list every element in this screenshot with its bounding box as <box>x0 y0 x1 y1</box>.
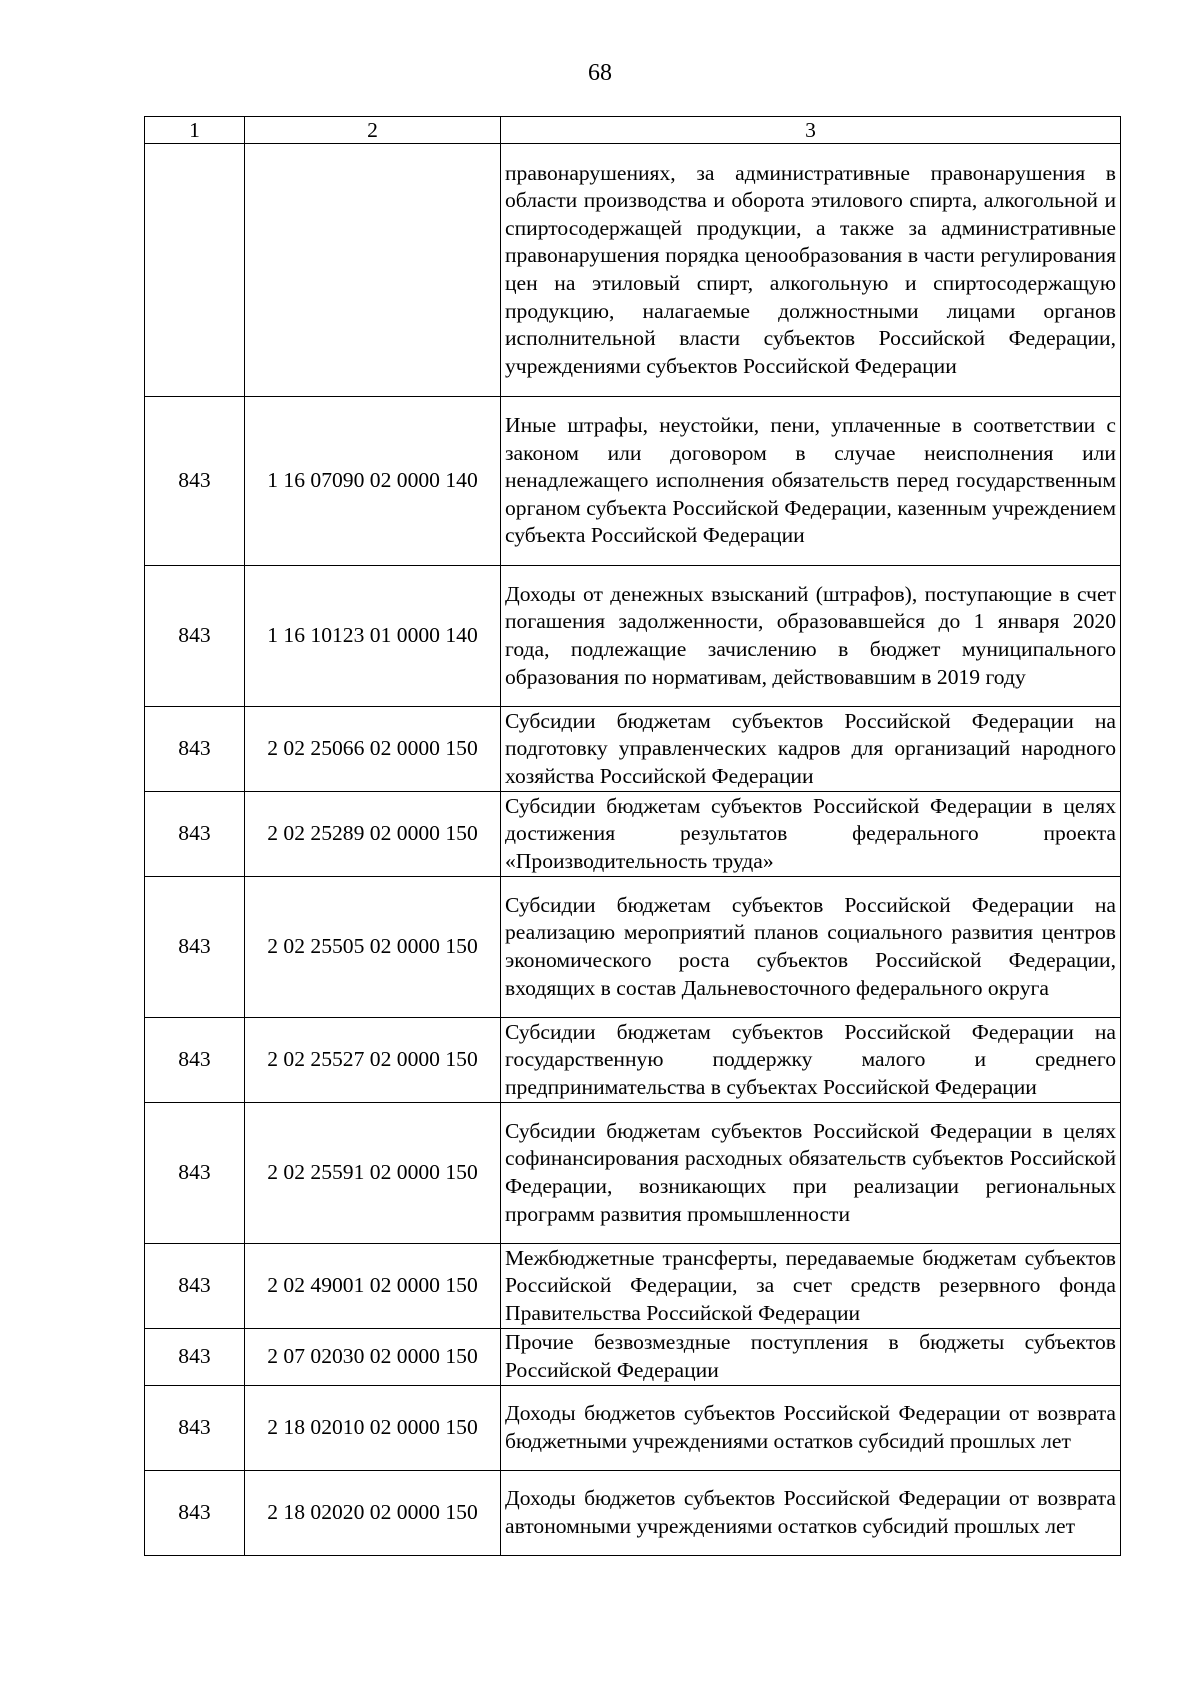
table-row <box>145 707 1121 792</box>
table-row <box>145 1103 1121 1244</box>
budget-code-cell: 2 02 25591 02 0000 150 <box>245 1103 501 1244</box>
table-row <box>145 144 1121 397</box>
header-col-2: 2 <box>245 117 501 144</box>
admin-code-cell: 843 <box>145 707 245 792</box>
admin-code-cell: 843 <box>145 792 245 877</box>
budget-code-cell: 2 02 25066 02 0000 150 <box>245 707 501 792</box>
admin-code-cell <box>145 144 245 397</box>
table-row <box>145 792 1121 877</box>
admin-code-cell: 843 <box>145 1386 245 1471</box>
budget-code-cell: 1 16 07090 02 0000 140 <box>245 397 501 566</box>
budget-code-cell: 2 07 02030 02 0000 150 <box>245 1329 501 1386</box>
budget-code-cell: 2 18 02010 02 0000 150 <box>245 1386 501 1471</box>
page-number: 68 <box>588 60 612 86</box>
table-row <box>145 566 1121 707</box>
budget-code-cell: 2 02 25289 02 0000 150 <box>245 792 501 877</box>
budget-code-cell: 2 02 49001 02 0000 150 <box>245 1244 501 1329</box>
description-cell: Прочие безвозмездные поступления в бюджеты субъектов Российской Федерации <box>501 1329 1121 1386</box>
description-cell: Субсидии бюджетам субъектов Российской Федерации на подготовку управленческих кадров для организаций народного хозяйства Российской Федерации <box>501 707 1121 792</box>
description-cell: Доходы от денежных взысканий (штрафов), поступающие в счет погашения задолженности, образовавшейся до 1 января 2020 года, подлежащие зачислению в бюджет муниципального образования по нормативам, действовавшим в 2019 году <box>501 566 1121 707</box>
table-row <box>145 1329 1121 1386</box>
budget-revenue-table <box>144 116 1121 1556</box>
budget-code-cell: 2 02 25505 02 0000 150 <box>245 877 501 1018</box>
admin-code-cell: 843 <box>145 397 245 566</box>
admin-code-cell: 843 <box>145 1018 245 1103</box>
budget-code-cell: 1 16 10123 01 0000 140 <box>245 566 501 707</box>
admin-code-cell: 843 <box>145 566 245 707</box>
budget-code-cell: 2 18 02020 02 0000 150 <box>245 1471 501 1556</box>
budget-code-cell <box>245 144 501 397</box>
description-cell: Иные штрафы, неустойки, пени, уплаченные в соответствии с законом или договором в случае неисполнения или ненадлежащего исполнения обязательств перед государственным органом субъекта Российской Федерации, казенным учреждением субъекта Российской Федерации <box>501 397 1121 566</box>
admin-code-cell: 843 <box>145 877 245 1018</box>
admin-code-cell: 843 <box>145 1329 245 1386</box>
table-row <box>145 1471 1121 1556</box>
budget-code-cell: 2 02 25527 02 0000 150 <box>245 1018 501 1103</box>
description-cell: правонарушениях, за административные правонарушения в области производства и оборота этилового спирта, алкогольной и спиртосодержащей продукции, а также за административные правонарушения порядка ценообразования в части регулирования цен на этиловый спирт, алкогольную и спиртосодержащую продукцию, налагаемые должностными лицами органов исполнительной власти субъектов Российской Федерации, учреждениями субъектов Российской Федерации <box>501 144 1121 397</box>
description-cell: Доходы бюджетов субъектов Российской Федерации от возврата бюджетными учреждениями остатков субсидий прошлых лет <box>501 1386 1121 1471</box>
description-cell: Субсидии бюджетам субъектов Российской Федерации в целях софинансирования расходных обязательств субъектов Российской Федерации, возникающих при реализации региональных программ развития промышленности <box>501 1103 1121 1244</box>
header-col-1: 1 <box>145 117 245 144</box>
header-col-3: 3 <box>501 117 1121 144</box>
admin-code-cell: 843 <box>145 1103 245 1244</box>
table-row <box>145 397 1121 566</box>
description-cell: Межбюджетные трансферты, передаваемые бюджетам субъектов Российской Федерации, за счет средств резервного фонда Правительства Российской Федерации <box>501 1244 1121 1329</box>
table-row <box>145 1018 1121 1103</box>
table-row <box>145 1244 1121 1329</box>
description-cell: Субсидии бюджетам субъектов Российской Федерации на реализацию мероприятий планов социального развития центров экономического роста субъектов Российской Федерации, входящих в состав Дальневосточного федерального округа <box>501 877 1121 1018</box>
table-row <box>145 877 1121 1018</box>
table-row <box>145 1386 1121 1471</box>
admin-code-cell: 843 <box>145 1471 245 1556</box>
admin-code-cell: 843 <box>145 1244 245 1329</box>
description-cell: Доходы бюджетов субъектов Российской Федерации от возврата автономными учреждениями остатков субсидий прошлых лет <box>501 1471 1121 1556</box>
description-cell: Субсидии бюджетам субъектов Российской Федерации в целях достижения результатов федерального проекта «Производительность труда» <box>501 792 1121 877</box>
table-header-row <box>145 117 1121 144</box>
description-cell: Субсидии бюджетам субъектов Российской Федерации на государственную поддержку малого и среднего предпринимательства в субъектах Российской Федерации <box>501 1018 1121 1103</box>
